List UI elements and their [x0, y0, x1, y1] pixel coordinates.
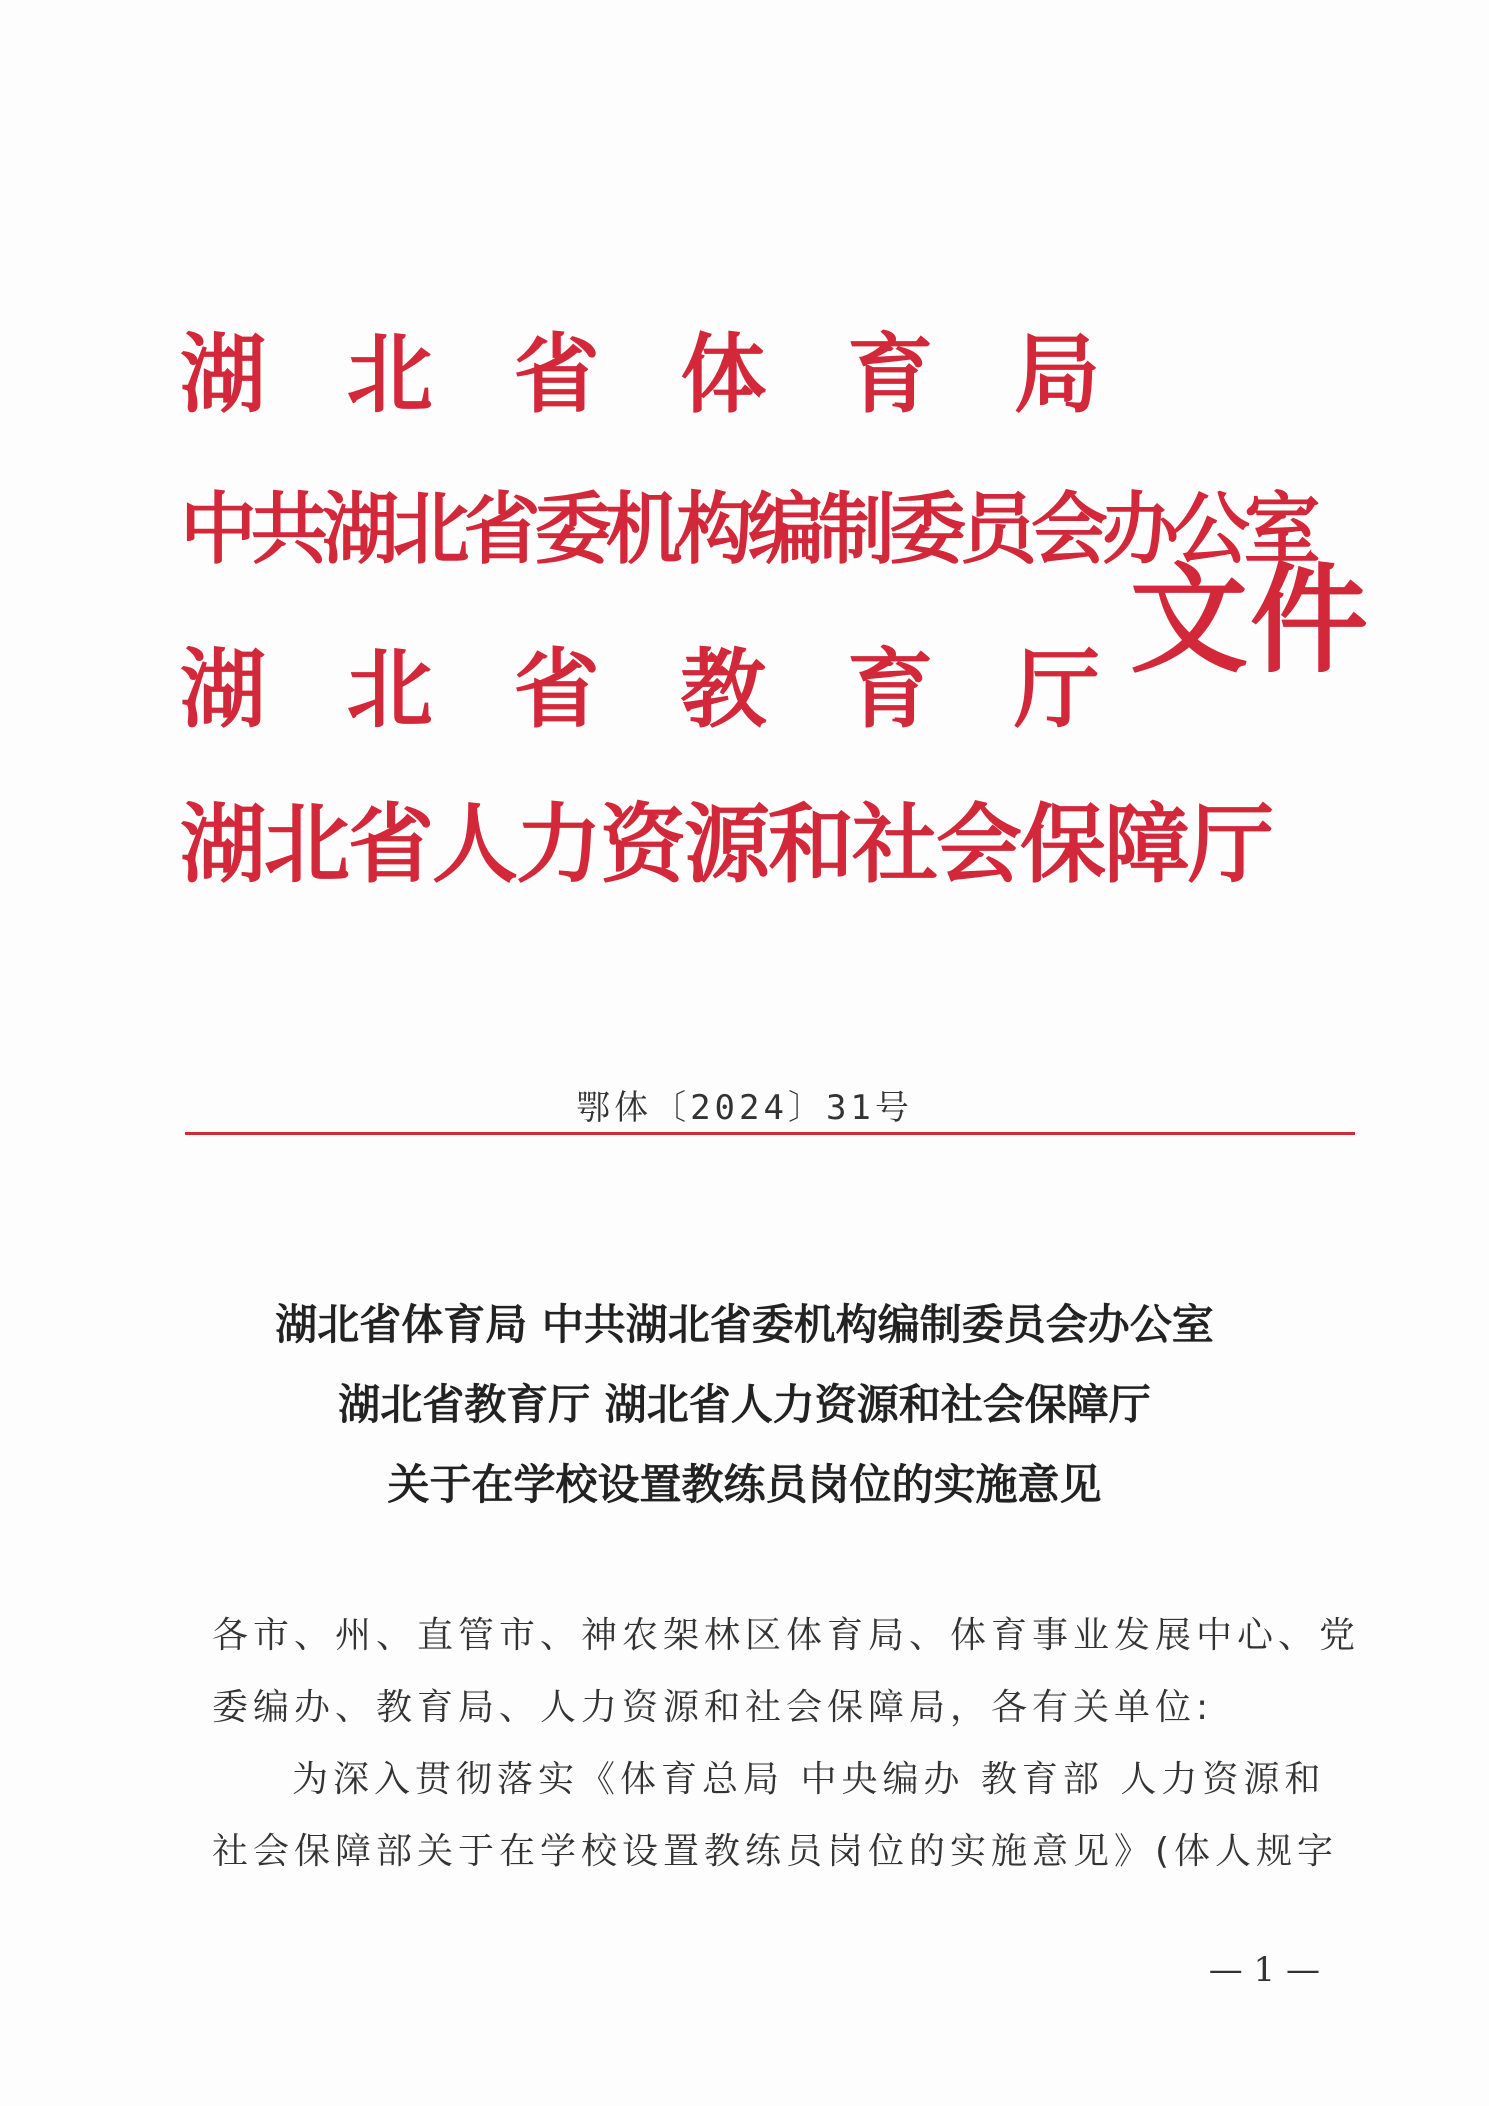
issuer-char: 体: [680, 324, 767, 425]
issuer-line-education-dept: [180, 635, 1100, 745]
document-title: [0, 1285, 1489, 1525]
title-line-2: 湖北省教育厅 湖北省人力资源和社会保障厅: [338, 1380, 1151, 1429]
issuer-char: 局: [1013, 324, 1100, 425]
title-line-1: 湖北省体育局 中共湖北省委机构编制委员会办公室: [275, 1300, 1214, 1349]
issuer-char: 湖: [180, 639, 266, 740]
issuer-char: 湖: [180, 324, 266, 425]
issuer-char: 厅: [1013, 639, 1100, 740]
body-line-paragraph-2: 社会保障部关于在学校设置教练员岗位的实施意见》(体人规字: [212, 1831, 1339, 1872]
body-line-addressees-1: 各市、州、直管市、神农架林区体育局、体育事业发展中心、党: [212, 1615, 1361, 1656]
issuer-line-hr-dept: 湖北省人力资源和社会保障厅: [180, 794, 1272, 895]
issuer-char: 教: [680, 639, 767, 740]
issuer-line-staffing-office: 中共湖北省委机构编制委员会办公室: [180, 484, 1315, 575]
issuer-char: 省: [513, 324, 600, 425]
issuer-line-sports-bureau: [180, 320, 1100, 430]
issuer-char: 省: [513, 639, 600, 740]
body-line-addressees-2: 委编办、教育局、人力资源和社会保障局，各有关单位:: [212, 1687, 1214, 1728]
red-divider-line: [185, 1132, 1355, 1135]
document-number: 鄂体〔2024〕31号: [576, 1088, 913, 1128]
issuer-char: 育: [847, 639, 934, 740]
issuer-char: 北: [346, 639, 433, 740]
title-line-3: 关于在学校设置教练员岗位的实施意见: [387, 1460, 1102, 1509]
document-body: [212, 1600, 1361, 1888]
page-number: — 1 —: [1208, 1950, 1320, 1990]
body-line-paragraph-1: 为深入贯彻落实《体育总局 中央编办 教育部 人力资源和: [292, 1759, 1326, 1800]
issuer-char: 北: [346, 324, 433, 425]
issuer-char: 育: [847, 324, 934, 425]
document-label-wenjian: 文件: [1130, 550, 1371, 689]
